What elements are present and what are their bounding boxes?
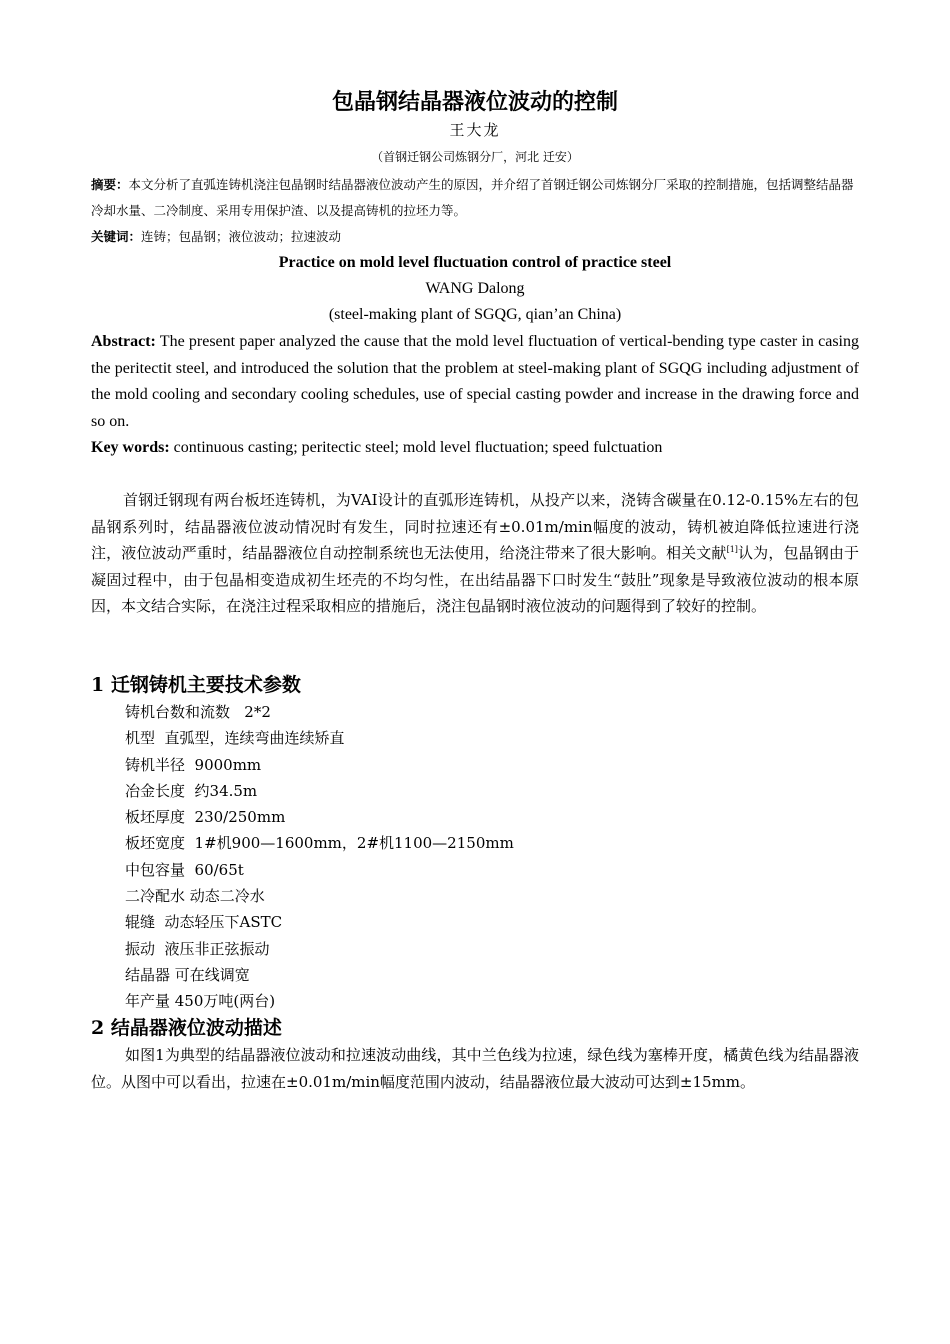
parameter-item: 机型 直弧型，连续弯曲连续矫直 (125, 729, 345, 748)
abstract-text-en: The present paper analyzed the cause that the mold level fluctuation of vertical-bending type caster in casing the peritectit steel, and introduced the solution that the problem at steel-making plant of SGQG including adjustment of the mold cooling and secondary cooling schedules, use of special casting powder and increase in the drawing force and so on. (91, 333, 859, 430)
parameter-item: 冶金长度 约34.5m (125, 781, 258, 800)
parameter-item: 振动 液压非正弦振动 (125, 939, 270, 958)
author-en: WANG Dalong (425, 280, 525, 297)
affiliation-en: (steel-making plant of SGQG, qian’an China) (328, 306, 622, 323)
section-2-paragraph: 如图1为典型的结晶器液位波动和拉速波动曲线，其中兰色线为拉速，绿色线为塞棒开度，橘黄色线为结晶器液位。从图中可以看出，拉速在±0.01m/min幅度范围内波动，结晶器液位最大波动可达到±15mm。 (91, 1046, 859, 1091)
abstract-text-cn: 本文分析了直弧连铸机浇注包晶钢时结晶器液位波动产生的原因，并介绍了首钢迁钢公司炼钢分厂采取的控制措施，包括调整结晶器冷却水量、二冷制度、采用专用保护渣、以及提高铸机的拉坯力等。 (91, 177, 854, 218)
author-cn: 王大龙 (449, 121, 501, 139)
keywords-en (91, 435, 859, 461)
parameter-item: 板坯厚度 230/250mm (125, 808, 286, 827)
paper-title-cn: 包晶钢结晶器液位波动的控制 (331, 90, 618, 115)
parameter-item: 辊缝 动态轻压下ASTC (125, 913, 283, 932)
abstract-en (91, 329, 859, 435)
section-1-heading: 1 迁钢铸机主要技术参数 (91, 674, 301, 696)
parameter-list (125, 699, 825, 1015)
paper-title-en: Practice on mold level fluctuation control of practice steel (278, 254, 672, 271)
keywords-text-en: continuous casting; peritectic steel; mold level fluctuation; speed fulctuation (169, 439, 663, 456)
parameter-item: 板坯宽度 1#机900—1600mm，2#机1100—2150mm (125, 834, 514, 853)
intro-text-part1: 首钢迁钢现有两台板坯连铸机，为VAI设计的直弧形连铸机，从投产以来，浇铸含碳量在0.12-0.15%左右的包晶钢系列时，结晶器液位波动情况时有发生，同时拉速还有±0.01m/min幅度的波动，铸机被迫降低拉速进行浇注，液位波动严重时，结晶器液位自动控制系统也无法使用，给浇注带来了很大影响。相关文献 (91, 491, 859, 562)
affiliation-cn: （首钢迁钢公司炼钢分厂，河北 迁安） (371, 150, 579, 164)
section-2-heading: 2 结晶器液位波动描述 (91, 1017, 282, 1039)
abstract-label-en: Abstract: (91, 333, 156, 350)
keywords-text-cn: 连铸；包晶钢；液位波动；拉速波动 (141, 229, 342, 244)
parameter-item: 中包容量 60/65t (125, 860, 244, 879)
parameter-item: 铸机半径 9000mm (125, 755, 262, 774)
keywords-cn (91, 224, 859, 250)
parameter-item: 二冷配水 动态二冷水 (125, 887, 265, 906)
abstract-cn (91, 172, 859, 224)
keywords-label-en: Key words: (91, 439, 170, 456)
parameter-item: 铸机台数和流数 2*2 (125, 703, 271, 721)
intro-paragraph (91, 487, 859, 620)
keywords-label-cn: 关键词： (91, 229, 142, 244)
parameter-item: 年产量 450万吨(两台) (125, 992, 276, 1011)
parameter-item: 结晶器 可在线调宽 (125, 965, 250, 984)
citation-ref: [1] (726, 545, 738, 554)
intro-text-part2: 认为，包晶钢由于凝固过程中，由于包晶相变造成初生坯壳的不均匀性，在出结晶器下口时发生“鼓肚”现象是导致液位波动的根本原因，本文结合实际，在浇注过程采取相应的措施后，浇注包晶钢时液位波动的问题得到了较好的控制。 (91, 544, 859, 615)
abstract-label-cn: 摘要： (91, 177, 129, 192)
